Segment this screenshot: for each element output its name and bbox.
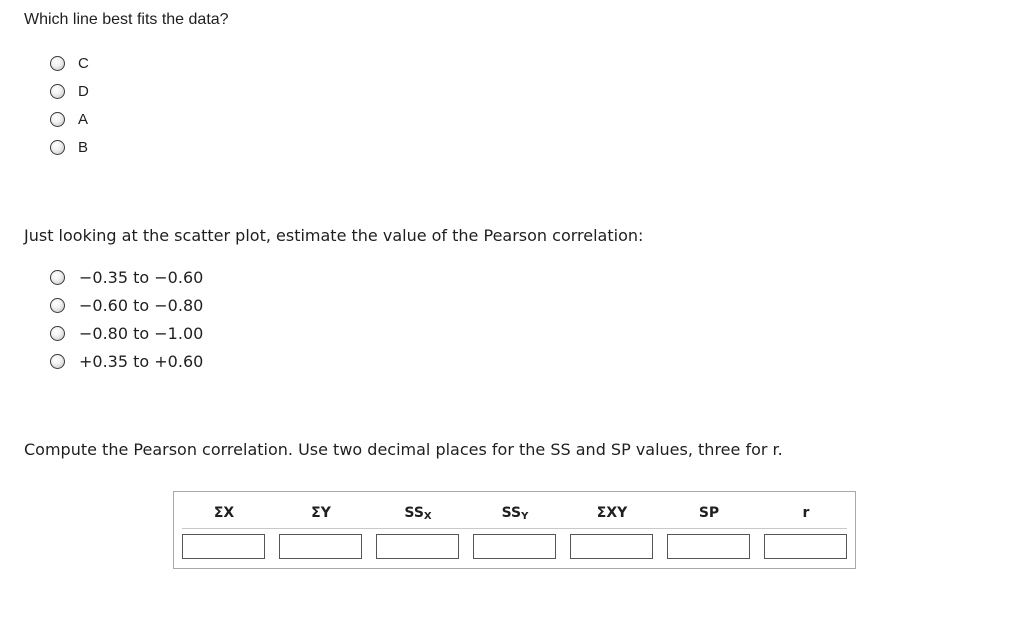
q1-option-b-label: B (78, 138, 89, 156)
header-ss-x-subscript: X (423, 511, 432, 522)
q1-option-b[interactable] (50, 136, 88, 158)
header-divider (182, 528, 847, 529)
q2-option-2[interactable] (50, 294, 203, 316)
q1-option-d[interactable] (50, 80, 89, 102)
header-ss-x-main: SS (404, 505, 424, 521)
question-3-text: Compute the Pearson correlation. Use two decimal places for the SS and SP values, three for r. (24, 440, 783, 459)
question-2-text: Just looking at the scatter plot, estimate the value of the Pearson correlation: (24, 226, 644, 245)
r-input[interactable] (764, 534, 847, 559)
ss-y-input[interactable] (473, 534, 556, 559)
q2-option-4-radio[interactable] (50, 354, 65, 369)
q2-option-1[interactable] (50, 266, 203, 288)
header-sum-xy: ΣXY (596, 505, 628, 521)
sp-input[interactable] (667, 534, 750, 559)
q2-option-2-radio[interactable] (50, 298, 65, 313)
answer-grid (173, 491, 856, 569)
q1-option-c-radio[interactable] (50, 56, 65, 71)
sum-xy-input[interactable] (570, 534, 653, 559)
q1-option-a[interactable] (50, 108, 88, 130)
header-sum-y: ΣY (311, 505, 331, 521)
q1-option-a-label: A (78, 110, 89, 128)
q2-option-3-label: −0.80 to −1.00 (79, 323, 204, 343)
sum-y-input[interactable] (279, 534, 362, 559)
header-sp: SP (698, 505, 720, 521)
header-ss-y (502, 505, 529, 522)
q1-option-d-label: D (78, 82, 89, 100)
q1-option-c[interactable] (50, 52, 89, 74)
q1-option-a-radio[interactable] (50, 112, 65, 127)
q1-option-b-radio[interactable] (50, 140, 65, 155)
header-sum-x: ΣX (213, 505, 235, 521)
header-ss-y-subscript: Y (521, 511, 529, 522)
question-1-text: Which line best fits the data? (24, 11, 229, 28)
header-ss-x (404, 505, 431, 522)
q2-option-4[interactable] (50, 350, 203, 372)
sum-x-input[interactable] (182, 534, 265, 559)
ss-x-input[interactable] (376, 534, 459, 559)
header-ss-y-main: SS (501, 505, 522, 521)
q1-option-c-label: C (78, 54, 89, 72)
q2-option-2-label: −0.60 to −0.80 (79, 295, 204, 315)
q2-option-3-radio[interactable] (50, 326, 65, 341)
q2-option-1-label: −0.35 to −0.60 (79, 267, 204, 287)
q1-option-d-radio[interactable] (50, 84, 65, 99)
q2-option-4-label: +0.35 to +0.60 (79, 351, 204, 371)
header-r: r (802, 505, 810, 521)
q2-option-1-radio[interactable] (50, 270, 65, 285)
q2-option-3[interactable] (50, 322, 203, 344)
